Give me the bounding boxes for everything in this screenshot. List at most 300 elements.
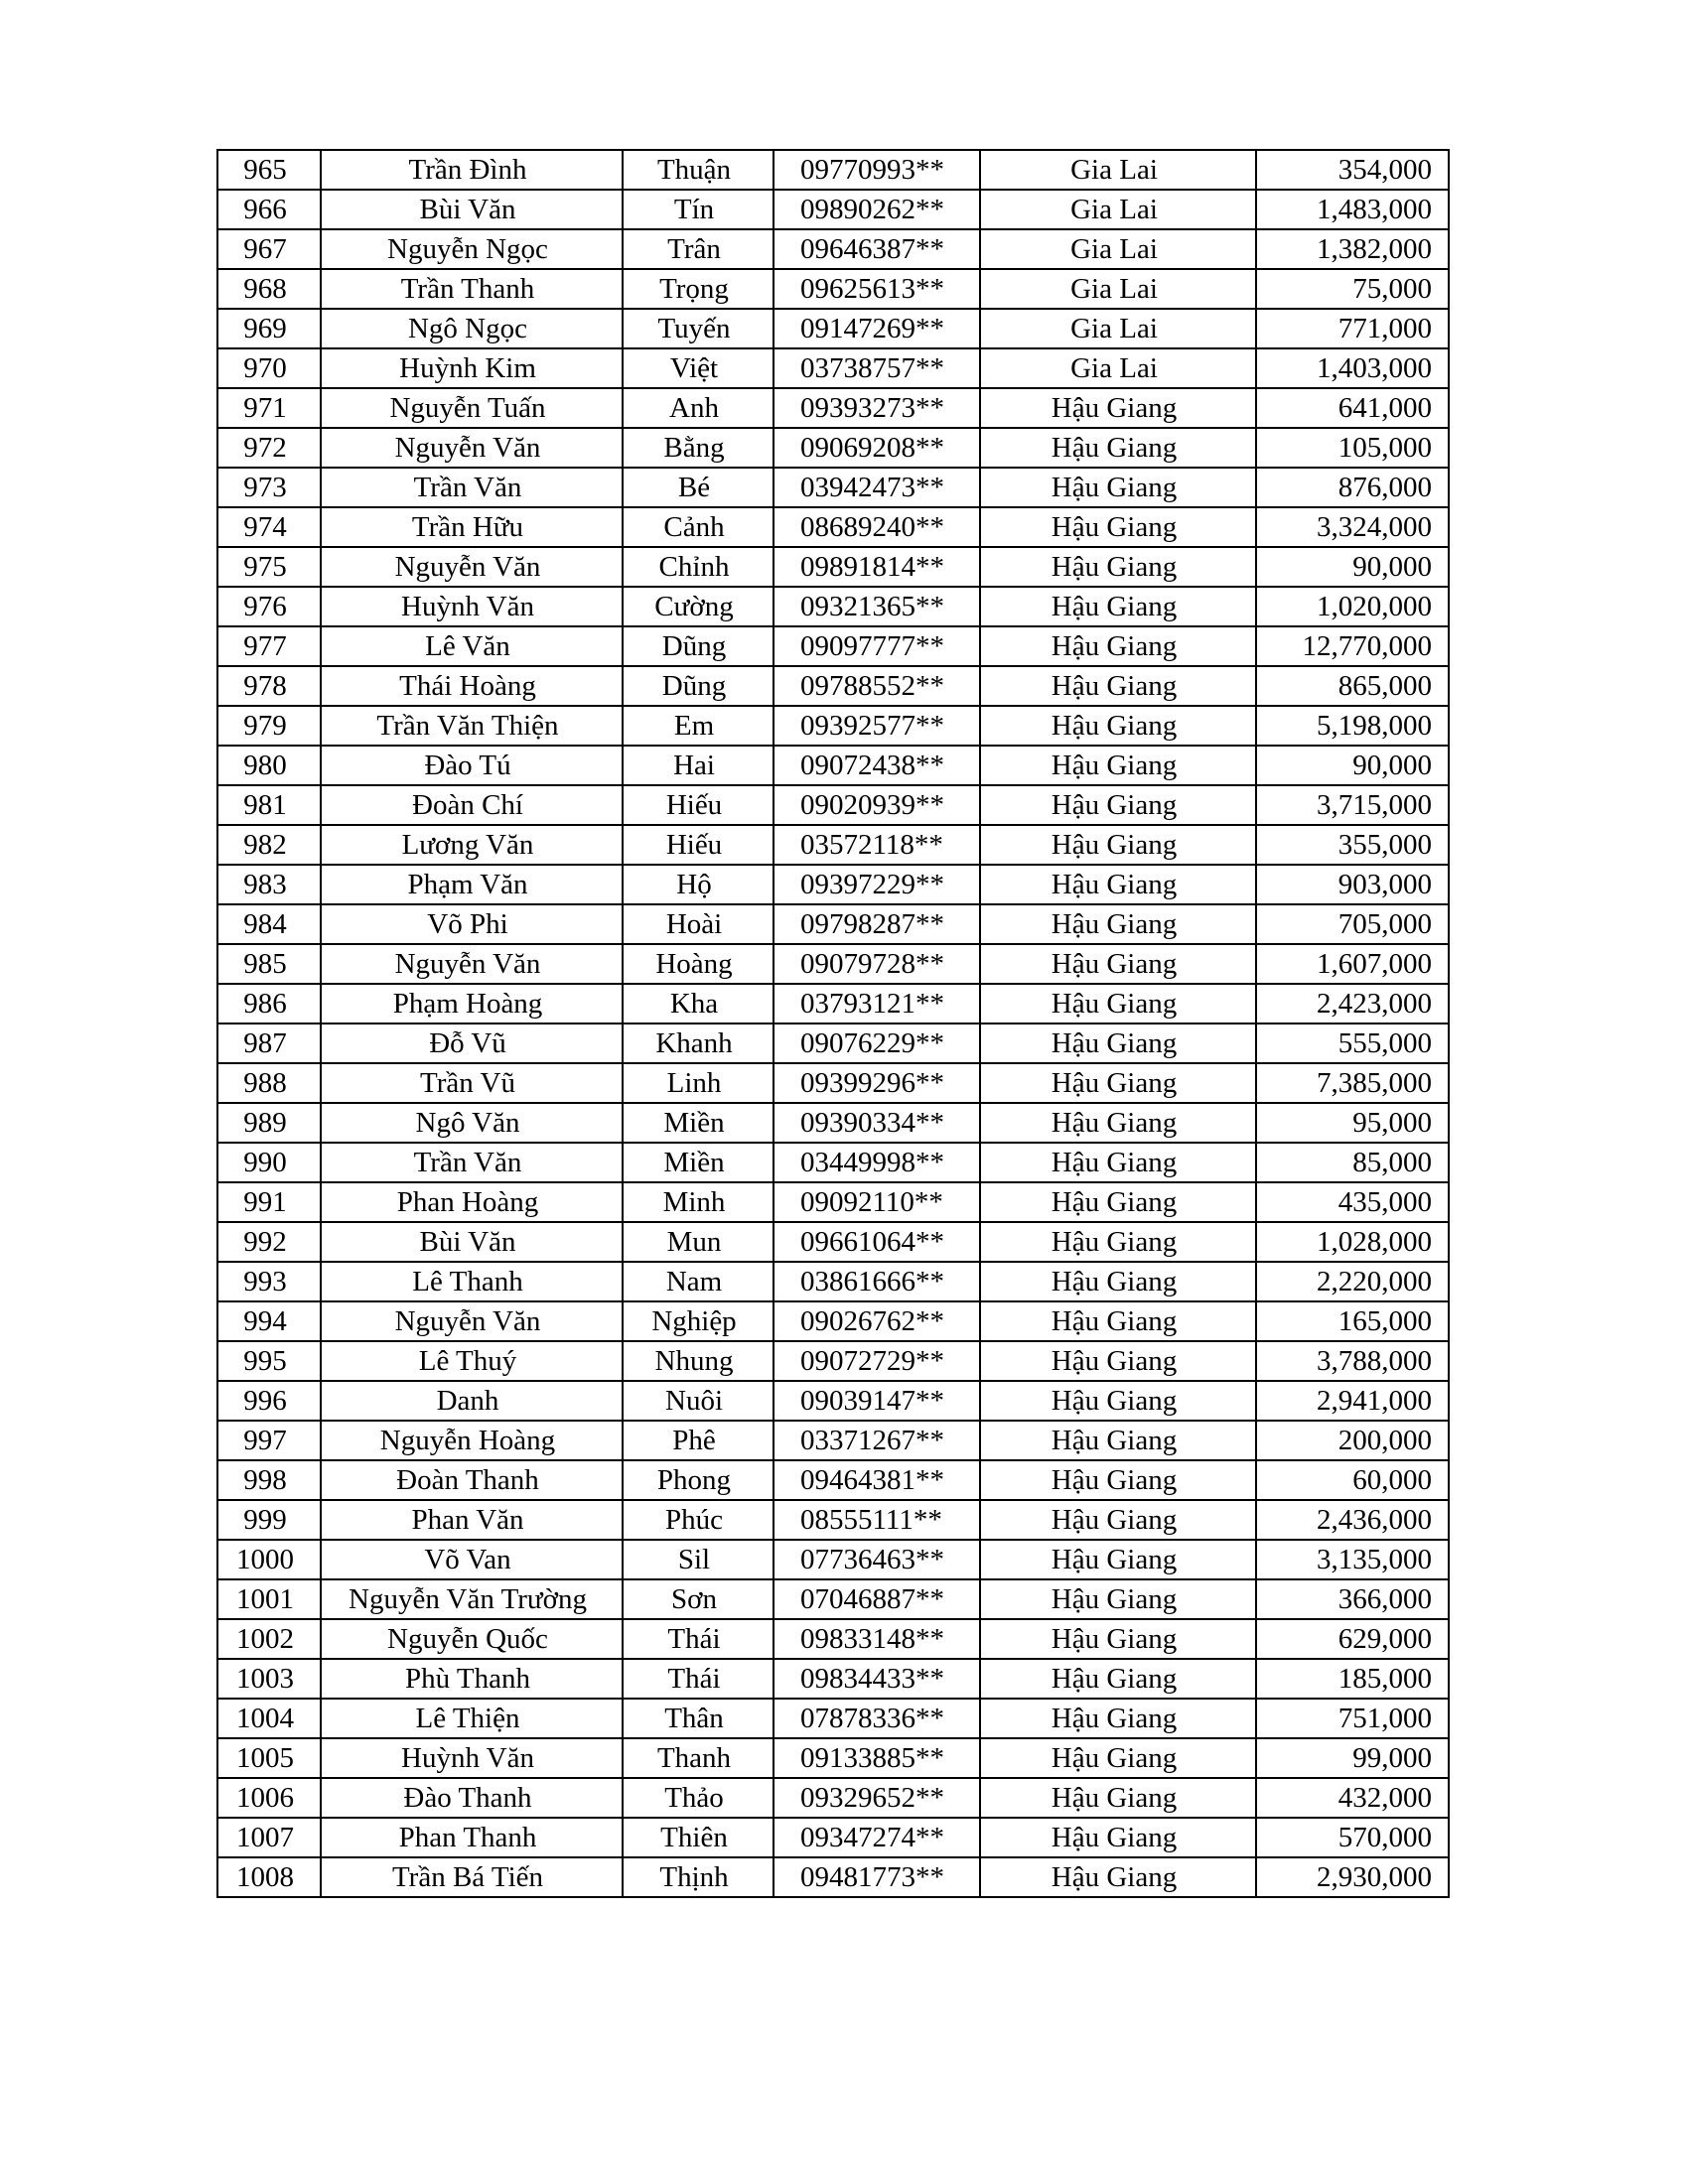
phone-number-cell: 09661064** — [774, 1222, 980, 1262]
province-cell: Hậu Giang — [980, 1143, 1256, 1182]
province-cell: Hậu Giang — [980, 746, 1256, 785]
row-number-cell: 980 — [217, 746, 321, 785]
province-cell: Hậu Giang — [980, 825, 1256, 865]
amount-cell: 641,000 — [1256, 388, 1449, 428]
amount-cell: 90,000 — [1256, 746, 1449, 785]
row-number-cell: 971 — [217, 388, 321, 428]
row-number-cell: 981 — [217, 785, 321, 825]
row-number-cell: 972 — [217, 428, 321, 468]
amount-cell: 435,000 — [1256, 1182, 1449, 1222]
family-name-cell: Trần Vũ — [321, 1063, 623, 1103]
phone-number-cell: 09133885** — [774, 1738, 980, 1778]
phone-number-cell: 09097777** — [774, 626, 980, 666]
given-name-cell: Dũng — [623, 626, 774, 666]
given-name-cell: Nuôi — [623, 1381, 774, 1421]
table-row — [217, 1103, 1449, 1143]
table-row — [217, 1857, 1449, 1897]
phone-number-cell: 03371267** — [774, 1421, 980, 1460]
table-row — [217, 1341, 1449, 1381]
table-row — [217, 944, 1449, 984]
province-cell: Hậu Giang — [980, 1182, 1256, 1222]
row-number-cell: 982 — [217, 825, 321, 865]
row-number-cell: 975 — [217, 547, 321, 587]
province-cell: Hậu Giang — [980, 1063, 1256, 1103]
amount-cell: 5,198,000 — [1256, 706, 1449, 746]
row-number-cell: 967 — [217, 229, 321, 269]
given-name-cell: Phê — [623, 1421, 774, 1460]
family-name-cell: Huỳnh Văn — [321, 587, 623, 626]
given-name-cell: Hoàng — [623, 944, 774, 984]
table-row — [217, 547, 1449, 587]
province-cell: Hậu Giang — [980, 1857, 1256, 1897]
amount-cell: 1,028,000 — [1256, 1222, 1449, 1262]
province-cell: Hậu Giang — [980, 984, 1256, 1024]
province-cell: Hậu Giang — [980, 865, 1256, 904]
family-name-cell: Đoàn Chí — [321, 785, 623, 825]
family-name-cell: Lương Văn — [321, 825, 623, 865]
amount-cell: 771,000 — [1256, 309, 1449, 348]
phone-number-cell: 09393273** — [774, 388, 980, 428]
phone-number-cell: 09079728** — [774, 944, 980, 984]
family-name-cell: Trần Hữu — [321, 507, 623, 547]
family-name-cell: Đỗ Vũ — [321, 1024, 623, 1063]
row-number-cell: 1006 — [217, 1778, 321, 1818]
amount-cell: 1,382,000 — [1256, 229, 1449, 269]
phone-number-cell: 07046887** — [774, 1579, 980, 1619]
given-name-cell: Sil — [623, 1540, 774, 1579]
given-name-cell: Dũng — [623, 666, 774, 706]
phone-number-cell: 03793121** — [774, 984, 980, 1024]
phone-number-cell: 09890262** — [774, 190, 980, 229]
family-name-cell: Lê Thanh — [321, 1262, 623, 1301]
table-row — [217, 1381, 1449, 1421]
family-name-cell: Trần Văn Thiện — [321, 706, 623, 746]
amount-cell: 355,000 — [1256, 825, 1449, 865]
table-row — [217, 1659, 1449, 1699]
amount-cell: 2,220,000 — [1256, 1262, 1449, 1301]
family-name-cell: Huỳnh Kim — [321, 348, 623, 388]
row-number-cell: 990 — [217, 1143, 321, 1182]
table-row — [217, 309, 1449, 348]
province-cell: Hậu Giang — [980, 587, 1256, 626]
table-row — [217, 626, 1449, 666]
row-number-cell: 1001 — [217, 1579, 321, 1619]
province-cell: Hậu Giang — [980, 1301, 1256, 1341]
amount-cell: 200,000 — [1256, 1421, 1449, 1460]
family-name-cell: Võ Van — [321, 1540, 623, 1579]
row-number-cell: 998 — [217, 1460, 321, 1500]
given-name-cell: Hoài — [623, 904, 774, 944]
family-name-cell: Nguyễn Văn — [321, 547, 623, 587]
amount-cell: 354,000 — [1256, 150, 1449, 190]
given-name-cell: Thân — [623, 1699, 774, 1738]
given-name-cell: Hiếu — [623, 785, 774, 825]
family-name-cell: Nguyễn Quốc — [321, 1619, 623, 1659]
family-name-cell: Ngô Văn — [321, 1103, 623, 1143]
phone-number-cell: 09390334** — [774, 1103, 980, 1143]
row-number-cell: 991 — [217, 1182, 321, 1222]
given-name-cell: Hộ — [623, 865, 774, 904]
province-cell: Hậu Giang — [980, 388, 1256, 428]
phone-number-cell: 09026762** — [774, 1301, 980, 1341]
table-row — [217, 428, 1449, 468]
phone-number-cell: 09147269** — [774, 309, 980, 348]
table-row — [217, 587, 1449, 626]
province-cell: Hậu Giang — [980, 666, 1256, 706]
province-cell: Hậu Giang — [980, 1579, 1256, 1619]
table-row — [217, 229, 1449, 269]
given-name-cell: Anh — [623, 388, 774, 428]
family-name-cell: Nguyễn Văn — [321, 944, 623, 984]
province-cell: Gia Lai — [980, 348, 1256, 388]
given-name-cell: Thái — [623, 1619, 774, 1659]
phone-number-cell: 09347274** — [774, 1818, 980, 1857]
row-number-cell: 1005 — [217, 1738, 321, 1778]
phone-number-cell: 09798287** — [774, 904, 980, 944]
table-row — [217, 1063, 1449, 1103]
province-cell: Gia Lai — [980, 309, 1256, 348]
phone-number-cell: 09399296** — [774, 1063, 980, 1103]
phone-number-cell: 09770993** — [774, 150, 980, 190]
province-cell: Hậu Giang — [980, 507, 1256, 547]
amount-cell: 2,941,000 — [1256, 1381, 1449, 1421]
given-name-cell: Miền — [623, 1143, 774, 1182]
row-number-cell: 1008 — [217, 1857, 321, 1897]
row-number-cell: 992 — [217, 1222, 321, 1262]
province-cell: Hậu Giang — [980, 1619, 1256, 1659]
table-row — [217, 1182, 1449, 1222]
province-cell: Gia Lai — [980, 229, 1256, 269]
family-name-cell: Phù Thanh — [321, 1659, 623, 1699]
row-number-cell: 988 — [217, 1063, 321, 1103]
given-name-cell: Việt — [623, 348, 774, 388]
amount-cell: 876,000 — [1256, 468, 1449, 507]
family-name-cell: Võ Phi — [321, 904, 623, 944]
table-row — [217, 269, 1449, 309]
phone-number-cell: 09788552** — [774, 666, 980, 706]
table-row — [217, 1421, 1449, 1460]
family-name-cell: Trần Đình — [321, 150, 623, 190]
given-name-cell: Bé — [623, 468, 774, 507]
given-name-cell: Hai — [623, 746, 774, 785]
phone-number-cell: 09069208** — [774, 428, 980, 468]
amount-cell: 705,000 — [1256, 904, 1449, 944]
amount-cell: 105,000 — [1256, 428, 1449, 468]
amount-cell: 751,000 — [1256, 1699, 1449, 1738]
phone-number-cell: 09481773** — [774, 1857, 980, 1897]
row-number-cell: 995 — [217, 1341, 321, 1381]
amount-cell: 75,000 — [1256, 269, 1449, 309]
table-row — [217, 1579, 1449, 1619]
province-cell: Hậu Giang — [980, 1659, 1256, 1699]
row-number-cell: 973 — [217, 468, 321, 507]
table-row — [217, 1540, 1449, 1579]
amount-cell: 3,135,000 — [1256, 1540, 1449, 1579]
family-name-cell: Bùi Văn — [321, 1222, 623, 1262]
phone-number-cell: 08689240** — [774, 507, 980, 547]
amount-cell: 3,715,000 — [1256, 785, 1449, 825]
province-cell: Hậu Giang — [980, 1262, 1256, 1301]
amount-cell: 432,000 — [1256, 1778, 1449, 1818]
given-name-cell: Thiên — [623, 1818, 774, 1857]
row-number-cell: 984 — [217, 904, 321, 944]
family-name-cell: Lê Thuý — [321, 1341, 623, 1381]
table-row — [217, 1619, 1449, 1659]
given-name-cell: Mun — [623, 1222, 774, 1262]
row-number-cell: 978 — [217, 666, 321, 706]
province-cell: Hậu Giang — [980, 1222, 1256, 1262]
row-number-cell: 969 — [217, 309, 321, 348]
table-row — [217, 666, 1449, 706]
row-number-cell: 993 — [217, 1262, 321, 1301]
family-name-cell: Nguyễn Tuấn — [321, 388, 623, 428]
row-number-cell: 1004 — [217, 1699, 321, 1738]
phone-number-cell: 03738757** — [774, 348, 980, 388]
row-number-cell: 968 — [217, 269, 321, 309]
family-name-cell: Phan Hoàng — [321, 1182, 623, 1222]
table-row — [217, 1143, 1449, 1182]
phone-number-cell: 09834433** — [774, 1659, 980, 1699]
amount-cell: 366,000 — [1256, 1579, 1449, 1619]
province-cell: Gia Lai — [980, 269, 1256, 309]
table-row — [217, 1699, 1449, 1738]
given-name-cell: Bằng — [623, 428, 774, 468]
table-row — [217, 984, 1449, 1024]
family-name-cell: Trần Bá Tiến — [321, 1857, 623, 1897]
family-name-cell: Huỳnh Văn — [321, 1738, 623, 1778]
table-row — [217, 150, 1449, 190]
row-number-cell: 987 — [217, 1024, 321, 1063]
province-cell: Hậu Giang — [980, 626, 1256, 666]
family-name-cell: Trần Thanh — [321, 269, 623, 309]
row-number-cell: 985 — [217, 944, 321, 984]
row-number-cell: 983 — [217, 865, 321, 904]
row-number-cell: 986 — [217, 984, 321, 1024]
family-name-cell: Lê Văn — [321, 626, 623, 666]
family-name-cell: Đào Thanh — [321, 1778, 623, 1818]
family-name-cell: Phạm Hoàng — [321, 984, 623, 1024]
phone-number-cell: 03861666** — [774, 1262, 980, 1301]
given-name-cell: Trọng — [623, 269, 774, 309]
row-number-cell: 1002 — [217, 1619, 321, 1659]
table-row — [217, 1460, 1449, 1500]
amount-cell: 2,423,000 — [1256, 984, 1449, 1024]
given-name-cell: Kha — [623, 984, 774, 1024]
given-name-cell: Chỉnh — [623, 547, 774, 587]
phone-number-cell: 09020939** — [774, 785, 980, 825]
family-name-cell: Phan Văn — [321, 1500, 623, 1540]
amount-cell: 85,000 — [1256, 1143, 1449, 1182]
province-cell: Hậu Giang — [980, 1421, 1256, 1460]
amount-cell: 185,000 — [1256, 1659, 1449, 1699]
family-name-cell: Ngô Ngọc — [321, 309, 623, 348]
table-row — [217, 190, 1449, 229]
phone-number-cell: 09329652** — [774, 1778, 980, 1818]
family-name-cell: Trần Văn — [321, 468, 623, 507]
row-number-cell: 977 — [217, 626, 321, 666]
province-cell: Hậu Giang — [980, 1500, 1256, 1540]
phone-number-cell: 03942473** — [774, 468, 980, 507]
table-row — [217, 746, 1449, 785]
table-row — [217, 388, 1449, 428]
table-row — [217, 507, 1449, 547]
amount-cell: 165,000 — [1256, 1301, 1449, 1341]
province-cell: Hậu Giang — [980, 1341, 1256, 1381]
province-cell: Hậu Giang — [980, 1540, 1256, 1579]
given-name-cell: Thuận — [623, 150, 774, 190]
amount-cell: 1,403,000 — [1256, 348, 1449, 388]
table-row — [217, 1818, 1449, 1857]
row-number-cell: 979 — [217, 706, 321, 746]
province-cell: Gia Lai — [980, 190, 1256, 229]
province-cell: Hậu Giang — [980, 785, 1256, 825]
row-number-cell: 976 — [217, 587, 321, 626]
phone-number-cell: 09072438** — [774, 746, 980, 785]
family-name-cell: Lê Thiện — [321, 1699, 623, 1738]
given-name-cell: Linh — [623, 1063, 774, 1103]
table-row — [217, 1262, 1449, 1301]
province-cell: Hậu Giang — [980, 904, 1256, 944]
given-name-cell: Minh — [623, 1182, 774, 1222]
amount-cell: 1,020,000 — [1256, 587, 1449, 626]
table-row — [217, 1738, 1449, 1778]
phone-number-cell: 09321365** — [774, 587, 980, 626]
row-number-cell: 970 — [217, 348, 321, 388]
province-cell: Hậu Giang — [980, 1024, 1256, 1063]
phone-number-cell: 09891814** — [774, 547, 980, 587]
phone-number-cell: 09625613** — [774, 269, 980, 309]
phone-number-cell: 09833148** — [774, 1619, 980, 1659]
amount-cell: 865,000 — [1256, 666, 1449, 706]
province-cell: Hậu Giang — [980, 547, 1256, 587]
given-name-cell: Tín — [623, 190, 774, 229]
province-cell: Hậu Giang — [980, 1381, 1256, 1421]
table-row — [217, 785, 1449, 825]
amount-cell: 2,436,000 — [1256, 1500, 1449, 1540]
row-number-cell: 966 — [217, 190, 321, 229]
family-name-cell: Nguyễn Ngọc — [321, 229, 623, 269]
amount-cell: 1,483,000 — [1256, 190, 1449, 229]
row-number-cell: 965 — [217, 150, 321, 190]
table-row — [217, 1301, 1449, 1341]
family-name-cell: Phan Thanh — [321, 1818, 623, 1857]
given-name-cell: Nhung — [623, 1341, 774, 1381]
family-name-cell: Đoàn Thanh — [321, 1460, 623, 1500]
province-cell: Gia Lai — [980, 150, 1256, 190]
table-row — [217, 865, 1449, 904]
given-name-cell: Phong — [623, 1460, 774, 1500]
amount-cell: 95,000 — [1256, 1103, 1449, 1143]
amount-cell: 903,000 — [1256, 865, 1449, 904]
row-number-cell: 999 — [217, 1500, 321, 1540]
given-name-cell: Miền — [623, 1103, 774, 1143]
province-cell: Hậu Giang — [980, 1738, 1256, 1778]
province-cell: Hậu Giang — [980, 1699, 1256, 1738]
family-name-cell: Bùi Văn — [321, 190, 623, 229]
table-row — [217, 1024, 1449, 1063]
amount-cell: 570,000 — [1256, 1818, 1449, 1857]
amount-cell: 3,788,000 — [1256, 1341, 1449, 1381]
given-name-cell: Nam — [623, 1262, 774, 1301]
province-cell: Hậu Giang — [980, 428, 1256, 468]
province-cell: Hậu Giang — [980, 1460, 1256, 1500]
amount-cell: 90,000 — [1256, 547, 1449, 587]
phone-number-cell: 03449998** — [774, 1143, 980, 1182]
given-name-cell: Thịnh — [623, 1857, 774, 1897]
row-number-cell: 974 — [217, 507, 321, 547]
given-name-cell: Cường — [623, 587, 774, 626]
phone-number-cell: 09092110** — [774, 1182, 980, 1222]
given-name-cell: Sơn — [623, 1579, 774, 1619]
phone-number-cell: 09076229** — [774, 1024, 980, 1063]
phone-number-cell: 09646387** — [774, 229, 980, 269]
phone-number-cell: 09464381** — [774, 1460, 980, 1500]
table-row — [217, 904, 1449, 944]
phone-number-cell: 09039147** — [774, 1381, 980, 1421]
row-number-cell: 1003 — [217, 1659, 321, 1699]
family-name-cell: Phạm Văn — [321, 865, 623, 904]
table-row — [217, 1778, 1449, 1818]
given-name-cell: Nghiệp — [623, 1301, 774, 1341]
table-row — [217, 348, 1449, 388]
given-name-cell: Cảnh — [623, 507, 774, 547]
table-row — [217, 468, 1449, 507]
family-name-cell: Thái Hoàng — [321, 666, 623, 706]
data-table — [216, 149, 1450, 1898]
province-cell: Hậu Giang — [980, 1778, 1256, 1818]
amount-cell: 1,607,000 — [1256, 944, 1449, 984]
family-name-cell: Nguyễn Văn — [321, 428, 623, 468]
row-number-cell: 1000 — [217, 1540, 321, 1579]
phone-number-cell: 08555111** — [774, 1500, 980, 1540]
family-name-cell: Trần Văn — [321, 1143, 623, 1182]
phone-number-cell: 09397229** — [774, 865, 980, 904]
family-name-cell: Nguyễn Hoàng — [321, 1421, 623, 1460]
given-name-cell: Hiếu — [623, 825, 774, 865]
given-name-cell: Tuyến — [623, 309, 774, 348]
amount-cell: 3,324,000 — [1256, 507, 1449, 547]
row-number-cell: 989 — [217, 1103, 321, 1143]
province-cell: Hậu Giang — [980, 468, 1256, 507]
given-name-cell: Phúc — [623, 1500, 774, 1540]
given-name-cell: Trân — [623, 229, 774, 269]
given-name-cell: Em — [623, 706, 774, 746]
family-name-cell: Nguyễn Văn Trường — [321, 1579, 623, 1619]
amount-cell: 2,930,000 — [1256, 1857, 1449, 1897]
phone-number-cell: 09072729** — [774, 1341, 980, 1381]
row-number-cell: 1007 — [217, 1818, 321, 1857]
amount-cell: 99,000 — [1256, 1738, 1449, 1778]
amount-cell: 7,385,000 — [1256, 1063, 1449, 1103]
row-number-cell: 994 — [217, 1301, 321, 1341]
table-row — [217, 706, 1449, 746]
given-name-cell: Thanh — [623, 1738, 774, 1778]
phone-number-cell: 09392577** — [774, 706, 980, 746]
family-name-cell: Nguyễn Văn — [321, 1301, 623, 1341]
table-row — [217, 825, 1449, 865]
province-cell: Hậu Giang — [980, 944, 1256, 984]
phone-number-cell: 07736463** — [774, 1540, 980, 1579]
province-cell: Hậu Giang — [980, 1818, 1256, 1857]
row-number-cell: 997 — [217, 1421, 321, 1460]
province-cell: Hậu Giang — [980, 706, 1256, 746]
phone-number-cell: 07878336** — [774, 1699, 980, 1738]
amount-cell: 60,000 — [1256, 1460, 1449, 1500]
amount-cell: 12,770,000 — [1256, 626, 1449, 666]
amount-cell: 629,000 — [1256, 1619, 1449, 1659]
table-row — [217, 1222, 1449, 1262]
given-name-cell: Thái — [623, 1659, 774, 1699]
